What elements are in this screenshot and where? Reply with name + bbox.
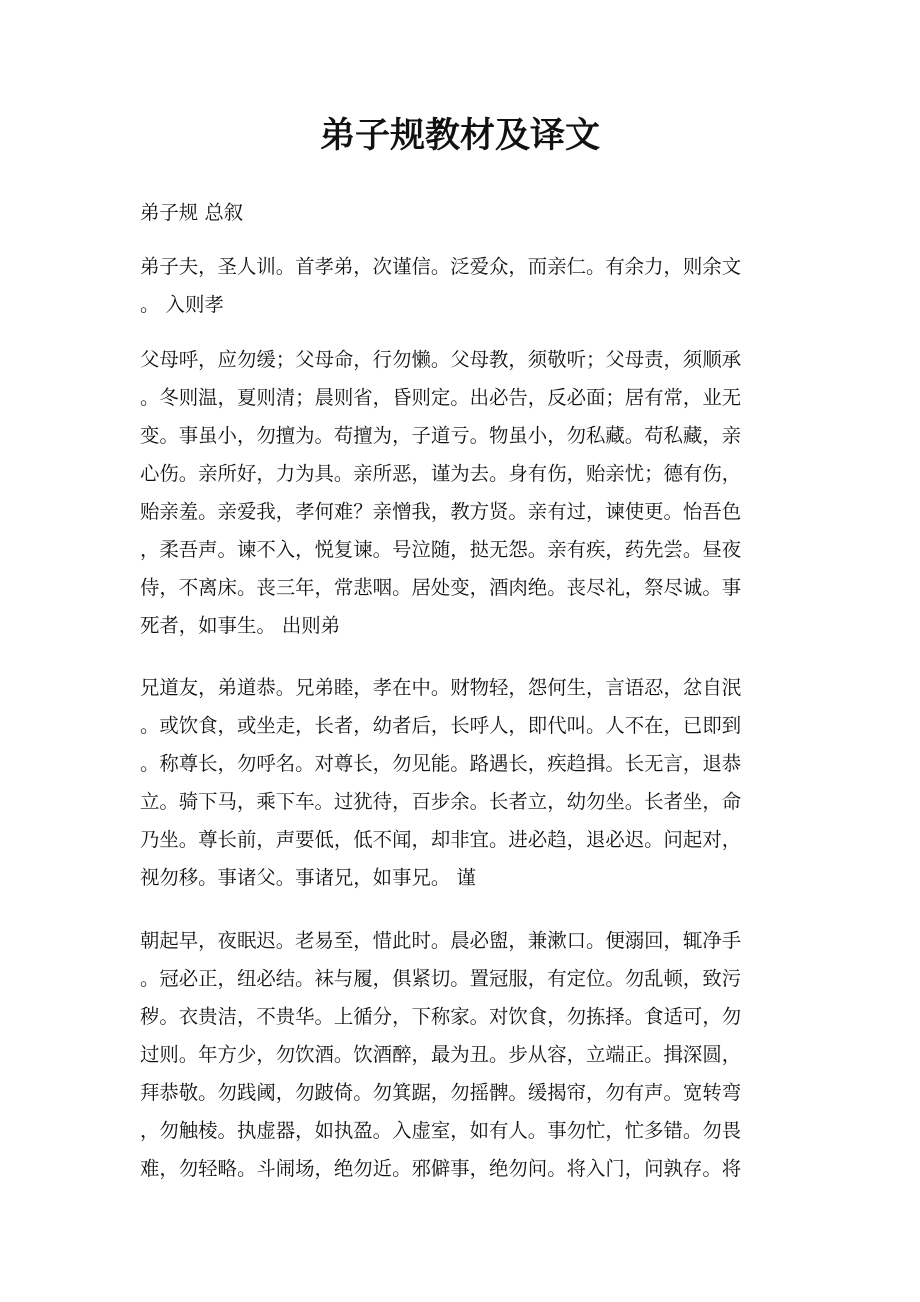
text-line: 。称尊长，勿呼名。对尊长，勿见能。路遇长，疾趋揖。长无言，退恭 — [140, 752, 742, 775]
text-line: 拜恭敬。勿践阈，勿跛倚。勿箕踞，勿摇髀。缓揭帘，勿有声。宽转弯 — [140, 1081, 742, 1104]
text-line: 过则。年方少，勿饮酒。饮酒醉，最为丑。步从容，立端正。揖深圆， — [140, 1043, 742, 1066]
text-line: 乃坐。尊长前，声要低，低不闻，却非宜。进必趋，退必迟。问起对， — [140, 828, 742, 851]
text-line: 朝起早，夜眠迟。老易至，惜此时。晨必盥，兼漱口。便溺回，辄净手 — [140, 929, 742, 952]
text-line: 弟子夫，圣人训。首孝弟，次谨信。泛爱众，而亲仁。有余力，则余文 — [140, 255, 742, 278]
text-line: 死者，如事生。 出则弟 — [140, 614, 341, 637]
text-line: 父母呼，应勿缓；父母命，行勿懒。父母教，须敬听；父母责，须顺承 — [140, 348, 742, 371]
paragraph-brotherhood — [140, 669, 782, 897]
text-line: 。冬则温，夏则清；晨则省，昏则定。出必告，反必面；居有常，业无 — [140, 386, 742, 409]
text-line: 贻亲羞。亲爱我，孝何难？亲憎我，教方贤。亲有过，谏使更。怡吾色 — [140, 500, 742, 523]
text-line: 视勿移。事诸父。事诸兄，如事兄。 谨 — [140, 866, 476, 889]
text-line: ，勿触棱。执虚器，如执盈。入虚室，如有人。事勿忙，忙多错。勿畏 — [140, 1119, 742, 1142]
document-title: 弟子规教材及译文 — [319, 115, 600, 156]
text-line: 兄道友，弟道恭。兄弟睦，孝在中。财物轻，怨何生，言语忍，忿自泯 — [140, 676, 742, 699]
paragraph-prudence — [140, 922, 782, 1188]
text-line: 难，勿轻略。斗闹场，绝勿近。邪僻事，绝勿问。将入门，问孰存。将 — [140, 1157, 742, 1180]
text-line: 。或饮食，或坐走，长者，幼者后，长呼人，即代叫。人不在，已即到 — [140, 714, 742, 737]
text-line: 。 入则孝 — [140, 293, 224, 316]
text-line: 侍，不离床。丧三年，常悲咽。居处变，酒肉绝。丧尽礼，祭尽诚。事 — [140, 576, 742, 599]
text-line: 变。事虽小，勿擅为。苟擅为，子道亏。物虽小，勿私藏。苟私藏，亲 — [140, 424, 742, 447]
text-line: 秽。衣贵洁，不贵华。上循分，下称家。对饮食，勿拣择。食适可，勿 — [140, 1005, 742, 1028]
text-line: ，柔吾声。谏不入，悦复谏。号泣随，挞无怨。亲有疾，药先尝。昼夜 — [140, 538, 742, 561]
section-heading: 弟子规 总叙 — [140, 201, 244, 224]
paragraph-intro — [140, 248, 782, 324]
text-line: 心伤。亲所好，力为具。亲所恶，谨为去。身有伤，贻亲忧；德有伤， — [140, 462, 742, 485]
text-line: 。冠必正，纽必结。袜与履，俱紧切。置冠服，有定位。勿乱顿，致污 — [140, 967, 742, 990]
paragraph-filial-piety — [140, 341, 782, 645]
text-line: 立。骑下马，乘下车。过犹待，百步余。长者立，幼勿坐。长者坐，命 — [140, 790, 742, 813]
